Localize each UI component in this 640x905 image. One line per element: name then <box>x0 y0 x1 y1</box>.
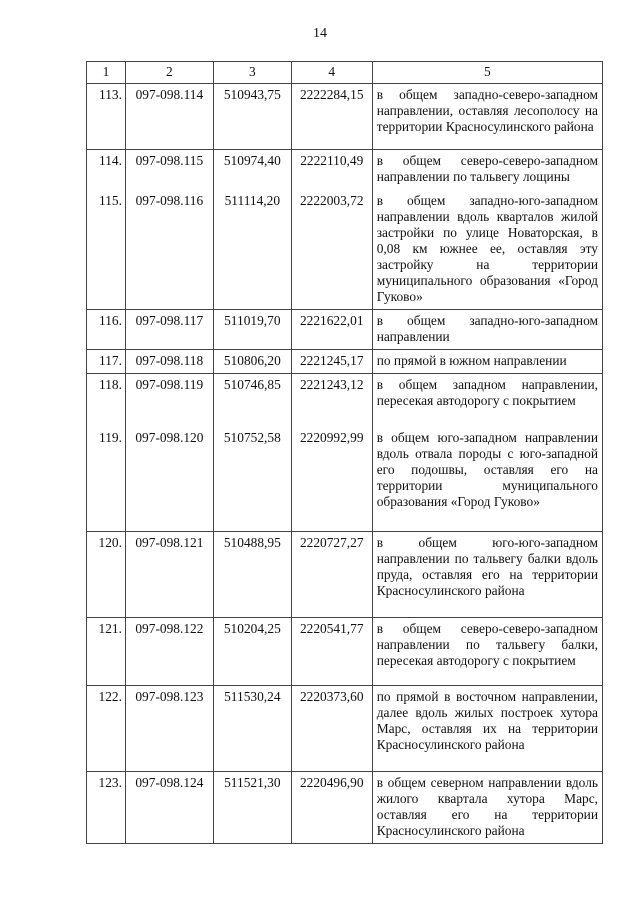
coordinate-x: 510488,95 <box>213 531 291 617</box>
coordinate-x: 510806,20 <box>213 349 291 373</box>
boundary-description: по прямой в восточном направлении, далее вдоль жилых построек хутора Марс, оставляя их на территории Красносулинского района <box>372 685 602 771</box>
column-header: 2 <box>125 62 213 84</box>
table-row <box>87 373 603 427</box>
column-header: 1 <box>87 62 126 84</box>
boundary-description: в общем северо-северо-западном направлении по тальвегу балки, пересекая автодорогу с покрытием <box>372 617 602 685</box>
point-code: 097-098.117 <box>125 309 213 349</box>
table-header-row <box>87 62 603 84</box>
coordinate-y: 2220541,77 <box>291 617 372 685</box>
coordinate-x: 511114,20 <box>213 190 291 310</box>
point-code: 097-098.124 <box>125 771 213 843</box>
point-code: 097-098.115 <box>125 150 213 190</box>
boundary-description: в общем западно-северо-западном направлении, оставляя лесополосу на территории Красносулинского района <box>372 84 602 150</box>
coordinate-y: 2220373,60 <box>291 685 372 771</box>
boundary-description: в общем юго-западном направлении вдоль отвала породы с юго-западной его подошвы, оставляя его на территории муниципального образования «Город Гуково» <box>372 427 602 531</box>
coordinate-x: 511019,70 <box>213 309 291 349</box>
row-number: 119. <box>87 427 126 531</box>
table-row <box>87 84 603 150</box>
column-header: 4 <box>291 62 372 84</box>
coordinate-y: 2222003,72 <box>291 190 372 310</box>
boundary-description: в общем западно-юго-западном направлении вдоль кварталов жилой застройки по улице Новаторская, в 0,08 км южнее ее, оставляя эту застройку на территории муниципального образования «Город Гуково» <box>372 190 602 310</box>
coordinate-x: 510974,40 <box>213 150 291 190</box>
point-code: 097-098.119 <box>125 373 213 427</box>
coordinate-y: 2222110,49 <box>291 150 372 190</box>
coordinate-y: 2221622,01 <box>291 309 372 349</box>
coordinate-x: 510204,25 <box>213 617 291 685</box>
point-code: 097-098.120 <box>125 427 213 531</box>
table-row <box>87 617 603 685</box>
table-row <box>87 309 603 349</box>
column-header: 5 <box>372 62 602 84</box>
coordinate-x: 511530,24 <box>213 685 291 771</box>
boundary-description: в общем западном направлении, пересекая автодорогу с покрытием <box>372 373 602 427</box>
table-row <box>87 150 603 190</box>
coordinate-y: 2222284,15 <box>291 84 372 150</box>
row-number: 123. <box>87 771 126 843</box>
page-number: 14 <box>313 26 327 41</box>
point-code: 097-098.118 <box>125 349 213 373</box>
coordinate-x: 510943,75 <box>213 84 291 150</box>
boundary-description: в общем юго-юго-западном направлении по тальвегу балки вдоль пруда, оставляя его на территории Красносулинского района <box>372 531 602 617</box>
coordinate-x: 510752,58 <box>213 427 291 531</box>
row-number: 113. <box>87 84 126 150</box>
coordinate-y: 2220727,27 <box>291 531 372 617</box>
row-number: 118. <box>87 373 126 427</box>
point-code: 097-098.116 <box>125 190 213 310</box>
boundary-description: по прямой в южном направлении <box>372 349 602 373</box>
table-row <box>87 190 603 310</box>
boundary-description: в общем западно-юго-западном направлении <box>372 309 602 349</box>
boundary-description: в общем северо-северо-западном направлении по тальвегу лощины <box>372 150 602 190</box>
row-number: 122. <box>87 685 126 771</box>
point-code: 097-098.121 <box>125 531 213 617</box>
table-row <box>87 349 603 373</box>
coordinate-y: 2221243,12 <box>291 373 372 427</box>
coordinate-x: 510746,85 <box>213 373 291 427</box>
coordinate-y: 2220496,90 <box>291 771 372 843</box>
row-number: 115. <box>87 190 126 310</box>
table-row <box>87 531 603 617</box>
point-code: 097-098.123 <box>125 685 213 771</box>
row-number: 120. <box>87 531 126 617</box>
boundary-points-table <box>86 61 603 844</box>
column-header: 3 <box>213 62 291 84</box>
table-row <box>87 427 603 531</box>
table-row <box>87 685 603 771</box>
boundary-description: в общем северном направлении вдоль жилого квартала хутора Марс, оставляя его на территории Красносулинского района <box>372 771 602 843</box>
row-number: 114. <box>87 150 126 190</box>
coordinate-y: 2220992,99 <box>291 427 372 531</box>
coordinate-y: 2221245,17 <box>291 349 372 373</box>
point-code: 097-098.122 <box>125 617 213 685</box>
row-number: 116. <box>87 309 126 349</box>
table-row <box>87 771 603 843</box>
row-number: 117. <box>87 349 126 373</box>
point-code: 097-098.114 <box>125 84 213 150</box>
row-number: 121. <box>87 617 126 685</box>
coordinate-x: 511521,30 <box>213 771 291 843</box>
